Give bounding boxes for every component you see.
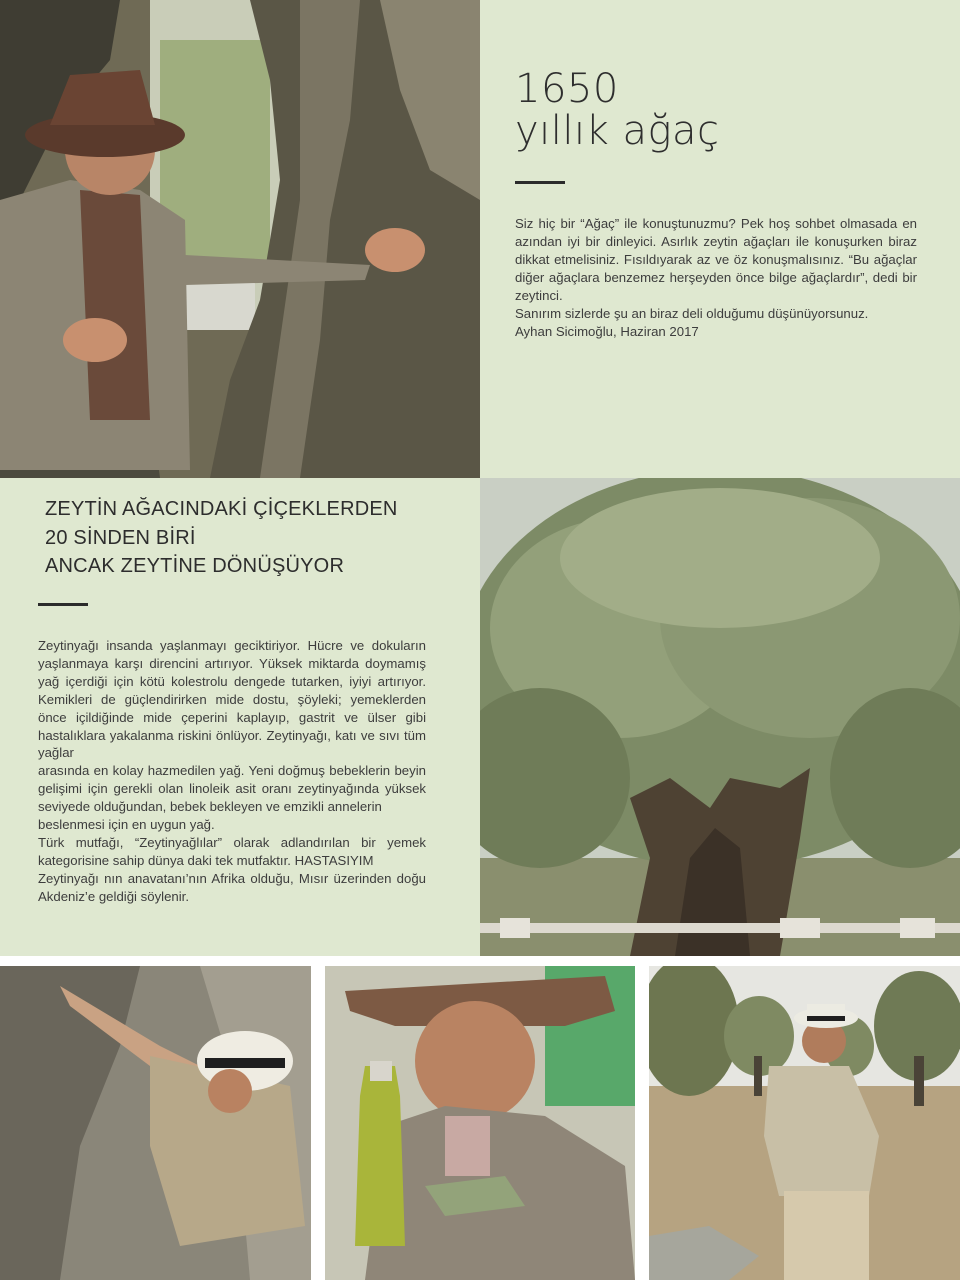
intro-paragraph: Siz hiç bir “Ağaç” ile konuştunuzmu? Pek hoş sohbet olmasada en azından iyi bir dinleyici. Asırlık zeytin ağaçları ile konuşurken biraz dikkat etmelisiniz. Fısıldıyarak az ve öz konuşmalısınız. “Bu ağaçlar diğer ağaçlara benzemez herşeyden önce bilge ağaçlardır”, dedi bir zeytinci. <box>515 216 917 303</box>
intro-title <box>515 68 720 152</box>
body-paragraph: Zeytinyağı nın anavatanı’nın Afrika olduğu, Mısır üzerinden doğu Akdeniz’e geldiği söylenir. <box>38 870 426 904</box>
intro-panel <box>480 0 960 478</box>
section-body <box>38 637 426 906</box>
photo-ancient-olive-tree <box>480 478 960 956</box>
section-divider <box>38 603 88 606</box>
photo-man-with-olive-oil-bottle <box>325 966 635 1280</box>
intro-text <box>515 215 917 341</box>
intro-divider <box>515 181 565 184</box>
photo-man-climbing-tree <box>0 966 311 1280</box>
photo-man-in-olive-grove <box>649 966 960 1280</box>
section-heading-line: 20 SİNDEN BİRİ <box>45 526 196 549</box>
intro-signature: Ayhan Sicimoğlu, Haziran 2017 <box>515 324 699 339</box>
intro-title-number: 1650 <box>515 66 619 112</box>
section-heading-line: ANCAK ZEYTİNE DÖNÜŞÜYOR <box>45 555 345 577</box>
intro-paragraph: Sanırım sizlerde şu an biraz deli olduğumu düşünüyorsunuz. <box>515 306 869 321</box>
intro-title-text: yıllık ağaç <box>515 108 720 154</box>
section-heading-line: ZEYTİN AĞACINDAKİ ÇİÇEKLERDEN <box>45 498 398 520</box>
body-paragraph: beslenmesi için en uygun yağ. <box>38 817 215 833</box>
body-paragraph: arasında en kolay hazmedilen yağ. Yeni doğmuş bebeklerin beyin gelişimi için gerekli olan linoleik asit oranı zeytinyağında yüksek seviyede olduğundan, bebek bekleyen ve emzikli annelerin <box>38 763 426 815</box>
section-heading <box>45 495 398 581</box>
photo-man-touching-olive-tree <box>0 0 480 478</box>
body-paragraph: Zeytinyağı insanda yaşlanmayı geciktiriyor. Hücre ve dokuların yaşlanmaya karşı direncini artırıyor. Yüksek miktarda doymamış yağ içerdiği için kötü kolestrolu dengede tutarken, iyiyi artırıyor. Kemikleri de güçlendirirken mide dostu, şöyleki; yemeklerden önce içildiğinde mide çeperini kaplayıp, gastrit ve ülser gibi hastalıklara yakalanma riskini önlüyor. Zeytinyağı, katı ve sıvı tüm yağlar <box>38 638 426 761</box>
body-paragraph: Türk mutfağı, “Zeytinyağlılar” olarak adlandırılan bir yemek kategorisine sahip dünya daki tek mutfaktır. HASTASIYIM <box>38 834 426 868</box>
